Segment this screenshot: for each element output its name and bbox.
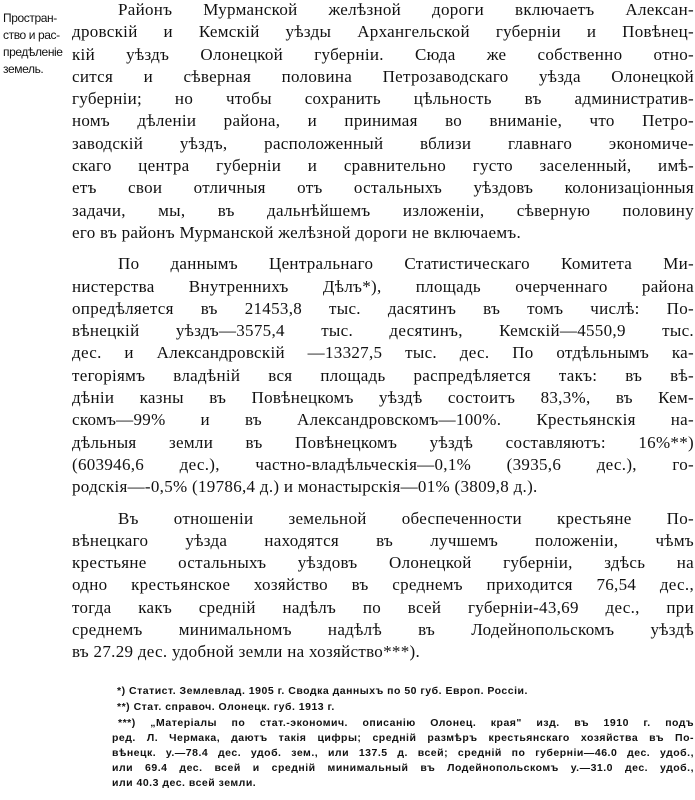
p3-line: въ 27.29 дес. удобной земли на хозяйство***). xyxy=(72,642,421,662)
p2-line: По даннымъ Центральнаго Статистическаго Комитета Ми- xyxy=(118,254,694,274)
paragraph-1 xyxy=(72,0,694,244)
fn3-line: вѣнецк. у.—78.4 дес. удоб. зем., или 137.5 д. всей; средній по губерніи—46.0 дес. удоб., xyxy=(112,747,694,759)
p2-line: опредѣляется въ 21453,8 тыс. дасятинъ въ томъ числѣ: По- xyxy=(72,298,694,318)
p2-line: дѣніи казны въ Повѣнецкомъ уѣздѣ состоитъ 83,3%, въ Кем- xyxy=(72,388,694,408)
p1-line: кій уѣздъ Олонецкой губерніи. Сюда же собственно отно- xyxy=(72,44,694,64)
p1-line: губерніи; но чтобы сохранить цѣльность въ административ- xyxy=(72,89,694,109)
margin-note: Простран- ство и рас- предѣленіе земель. xyxy=(3,11,63,76)
footnotes xyxy=(112,684,694,791)
p3-line: вѣнецкаго уѣзда находятся въ лучшемъ положеніи, чѣмъ xyxy=(72,530,694,550)
p1-line: дровскій и Кемскій уѣзды Архангельской губерніи и Повѣнец- xyxy=(72,22,694,42)
p1-line: заводскій уѣздъ, расположенный вблизи главнаго экономиче- xyxy=(72,133,694,153)
p2-line: (603946,6 дес.), частно-владѣльческія—0,1% (3935,6 дес.), го- xyxy=(72,454,694,474)
footnote-3 xyxy=(112,716,694,791)
p1-line: скаго центра губерніи и сравнительно густо заселенный, имѣ- xyxy=(72,156,694,176)
p2-line: дѣльныя земли въ Повѣнецкомъ уѣздѣ составляютъ: 16%**) xyxy=(72,432,694,452)
p2-line: скомъ—99% и въ Александровскомъ—100%. Крестьянскія на- xyxy=(72,410,694,430)
p3-line: одно крестьянское хозяйство въ среднемъ приходится 76,54 дес., xyxy=(72,575,694,595)
p1-line: номъ дѣленіи района, и принимая во вниманіе, что Петро- xyxy=(72,111,694,131)
p3-line: среднемъ минимальномъ надѣлѣ въ Лодейнопольскомъ уѣздѣ xyxy=(72,620,694,640)
p3-line: тогда какъ средній надѣлъ по всей губерніи-43,69 дес., при xyxy=(72,597,694,617)
main-text xyxy=(72,0,694,664)
p1-line: его въ районъ Мурманской желѣзной дороги не включаемъ. xyxy=(72,222,522,242)
fn3-line: или 40.3 дес. всей земли. xyxy=(112,777,257,789)
footnote-1: *) Статист. Землевлад. 1905 г. Сводка данныхъ по 50 губ. Европ. Россіи. xyxy=(117,685,528,697)
p1-line: задачи, мы, въ дальнѣйшемъ изложеніи, сѣверную половину xyxy=(72,200,694,220)
p1-line: Районъ Мурманской желѣзной дороги включаетъ Алексан- xyxy=(118,0,694,19)
p2-line: дес. и Александровскій —13327,5 тыс. дес. По отдѣльнымъ ка- xyxy=(72,343,694,363)
p2-line: родскія—-0,5% (19786,4 д.) и монастырскія—01% (3809,8 д.). xyxy=(72,477,538,497)
paragraph-3 xyxy=(72,508,694,664)
fn3-line: ***) „Матеріалы по стат.-экономич. описанію Олонец. края" изд. въ 1910 г. подъ xyxy=(118,717,694,729)
p2-line: вѣнецкій уѣздъ—3575,4 тыс. десятинъ, Кемскій—4550,9 тыс. xyxy=(72,321,694,341)
p2-line: нистерства Внутреннихъ Дѣлъ*), площадь очерченнаго района xyxy=(72,276,694,296)
p2-line: тегоріямъ владѣній вся площадь распредѣляется такъ: въ вѣ- xyxy=(72,365,694,385)
p1-line: сится и сѣверная половина Петрозаводскаго уѣзда Олонецкой xyxy=(72,66,694,86)
p3-line: крестьяне остальныхъ уѣздовъ Олонецкой губерніи, здѣсь на xyxy=(72,553,694,573)
fn3-line: ред. Л. Чермака, даютъ такія цифры; средній размѣръ крестьянскаго хозяйства въ По- xyxy=(112,732,694,744)
p3-line: Въ отношеніи земельной обеспеченности крестьяне По- xyxy=(118,508,694,528)
paragraph-2 xyxy=(72,253,694,498)
footnote-2: **) Стат. справоч. Олонецк. губ. 1913 г. xyxy=(117,701,335,713)
p1-line: етъ свои отличныя отъ остальныхъ уѣздовъ колонизаціонныя xyxy=(72,178,694,198)
fn3-line: или 69.4 дес. всей и средній минимальный въ Лодейнопольскомъ у.—31.0 дес. удоб., xyxy=(112,762,694,774)
